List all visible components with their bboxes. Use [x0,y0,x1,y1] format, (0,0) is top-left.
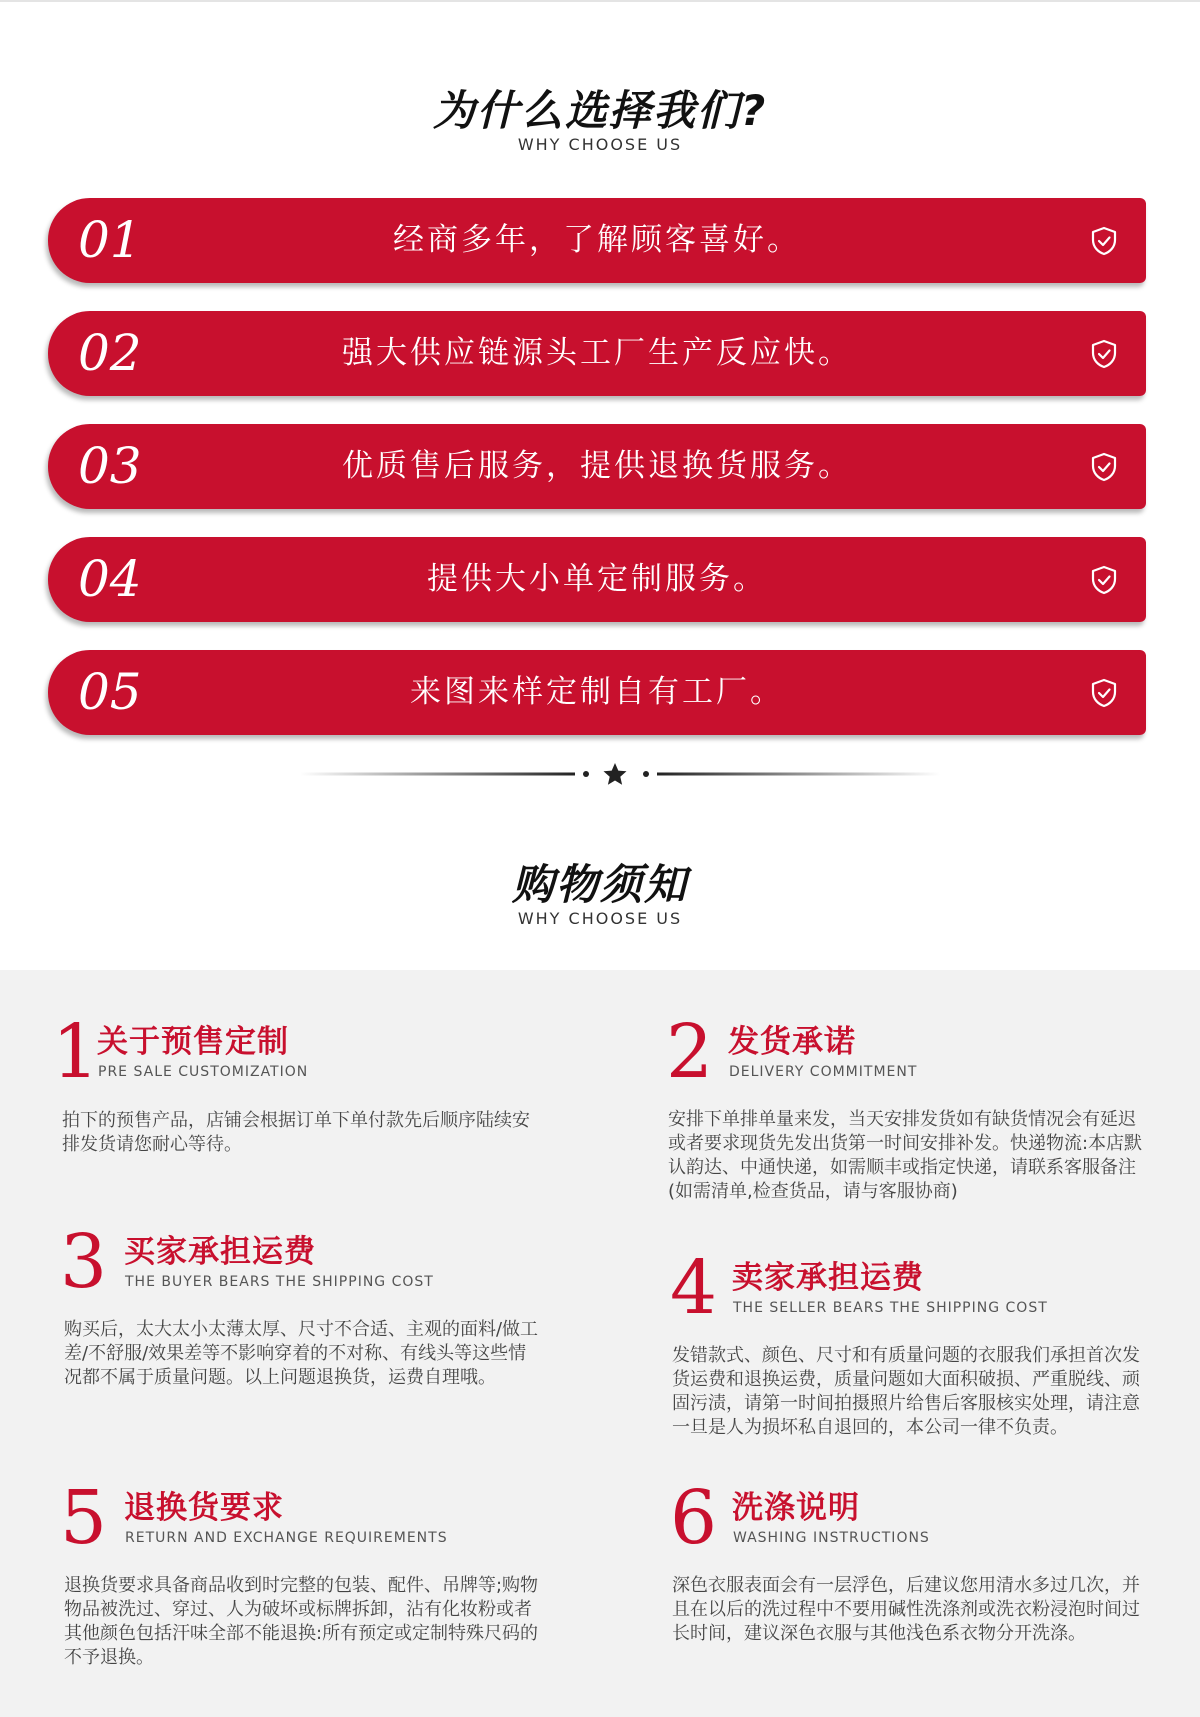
notice-subtitle: PRE SALE CUSTOMIZATION [98,1064,309,1080]
shopping-notice-title: 购物须知 [511,860,688,909]
feature-number: 02 [78,324,142,382]
why-choose-subtitle: WHY CHOOSE US [517,135,683,154]
feature-bar [48,311,1146,396]
shield-check-icon [1088,677,1120,709]
feature-text: 来图来样定制自有工厂。 [410,674,784,710]
notice-item [60,1219,580,1422]
shield-check-icon [1088,338,1120,370]
notice-title: 洗涤说明 [732,1490,860,1526]
notice-item [670,1475,1170,1678]
notice-item [670,1245,1170,1468]
notice-item [52,1009,552,1182]
feature-text: 强大供应链源头工厂生产反应快。 [342,335,852,371]
star-divider [300,760,940,788]
top-border-line [0,0,1200,2]
notice-body: 发错款式、颜色、尺寸和有质量问题的衣服我们承担首次发货运费和退换运费，质量问题如大面积破损、严重脱线、顽固污渍，请第一时间拍摄照片给售后客服核实处理，请注意一旦是人为损坏私自退回的，本公司一律不负责。 [672,1345,1140,1438]
feature-number: 01 [78,211,142,269]
shopping-notice-subtitle: WHY CHOOSE US [517,909,683,928]
feature-text: 优质售后服务，提供退换货服务。 [342,448,852,484]
notice-number: 3 [60,1219,108,1305]
feature-bar [48,537,1146,622]
notice-subtitle: WASHING INSTRUCTIONS [733,1530,930,1546]
feature-bar [48,650,1146,735]
notice-title: 退换货要求 [124,1490,284,1526]
feature-text: 提供大小单定制服务。 [427,561,767,597]
feature-number: 03 [78,437,142,495]
notice-body: 拍下的预售产品，店铺会根据订单下单付款先后顺序陆续安排发货请您耐心等待。 [62,1110,530,1155]
notice-body: 退换货要求具备商品收到时完整的包装、配件、吊牌等;购物物品被洗过、穿过、人为破坏或标牌拆卸，沾有化妆粉或者其他颜色包括汗味全部不能退换:所有预定或定制特殊尺码的不予退换。 [64,1575,539,1668]
notice-number: 2 [666,1009,714,1095]
feature-text: 经商多年，了解顾客喜好。 [393,222,801,258]
notice-title: 卖家承担运费 [732,1260,924,1296]
notice-title: 发货承诺 [728,1024,856,1060]
notice-number: 1 [52,1009,100,1095]
notice-title: 关于预售定制 [97,1024,289,1060]
why-choose-title: 为什么选择我们? [432,86,768,135]
notice-body: 深色衣服表面会有一层浮色，后建议您用清水多过几次，并且在以后的洗过程中不要用碱性洗涤剂或洗衣粉浸泡时间过长时间，建议深色衣服与其他浅色系衣物分开洗涤。 [672,1575,1140,1644]
shield-check-icon [1088,564,1120,596]
feature-bar [48,424,1146,509]
notice-subtitle: RETURN AND EXCHANGE REQUIREMENTS [125,1530,448,1546]
feature-number: 05 [78,663,142,721]
notice-subtitle: THE SELLER BEARS THE SHIPPING COST [733,1300,1048,1316]
notice-title: 买家承担运费 [124,1234,316,1270]
notice-number: 4 [670,1245,718,1331]
feature-number: 04 [78,550,142,608]
notice-subtitle: DELIVERY COMMITMENT [729,1064,918,1080]
shield-check-icon [1088,225,1120,257]
notice-item [60,1475,580,1678]
notice-number: 6 [670,1475,718,1561]
notice-number: 5 [60,1475,108,1561]
feature-bar [48,198,1146,283]
notice-item [666,1009,1166,1232]
notice-body: 购买后，太大太小太薄太厚、尺寸不合适、主观的面料/做工差/不舒服/效果差等不影响穿着的不对称、有线头等这些情况都不属于质量问题。以上问题退换货，运费自理哦。 [64,1319,539,1388]
shield-check-icon [1088,451,1120,483]
notice-body: 安排下单排单量来发，当天安排发货如有缺货情况会有延迟或者要求现货先发出货第一时间安排补发。快递物流:本店默认韵达、中通快递，如需顺丰或指定快递，请联系客服备注(如需清单,检查货品，请与客服协商) [668,1109,1143,1202]
notice-subtitle: THE BUYER BEARS THE SHIPPING COST [125,1274,434,1290]
